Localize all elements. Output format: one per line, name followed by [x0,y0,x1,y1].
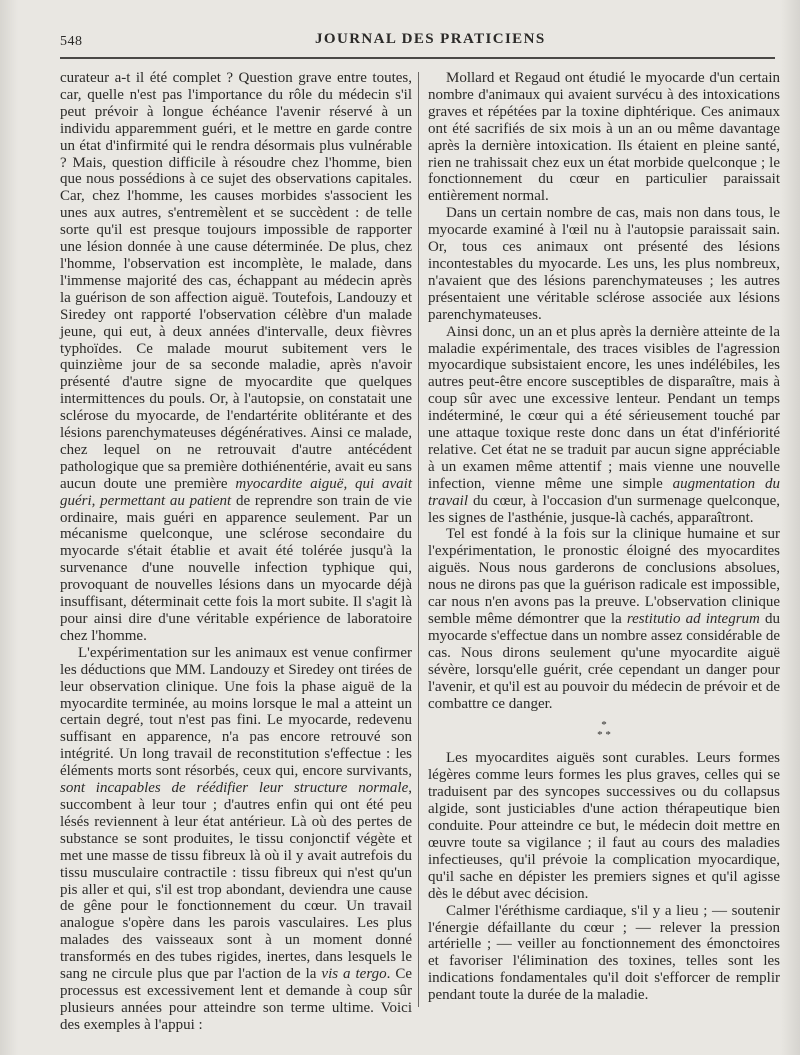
text-run: du cœur, à l'occasion d'un surmenage quelconque, les signes de l'asthénie, jusque-là cachés, apparaîtront. [428,492,780,526]
text-run: du myocarde s'effectue dans un nombre assez considérable de cas. Nous dirons seulement qu'une myocardite aiguë sévère, lorsqu'elle guérit, crée cependant un danger pour l'avenir, et qu'il est au pouvoir du médecin de prévoir et de combattre ce danger. [428,611,780,712]
paragraph: Calmer l'éréthisme cardiaque, s'il y a lieu ; — soutenir l'énergie défaillante du cœur ; — relever la pression artérielle ; — veiller au fonctionnement des émonctoires et favoriser l'élimination des toxines, telles sont les indications fondamentales qu'il doit s'efforcer de remplir pendant toute la durée de la maladie. [428,902,780,1004]
text-run: Tel est fondé à la fois sur la clinique humaine et sur l'expérimentation, le pronostic éloigné des myocardites aiguës. Nous nous garderons de conclusions absolues, nous ne dirons pas que la guérison radicale est impossible, car nous n'en avons pas la preuve. L'observation clinique semble même démontrer que la [428,526,780,627]
paragraph: Dans un certain nombre de cas, mais non dans tous, le myocarde examiné à l'œil nu à l'autopsie paraissait sain. Or, tous ces animaux ont présenté des lésions incontestables du myocarde. Les uns, les plus nombreux, n'avaient que des lésions parenchymateuses ; les autres présentaient une véritable sclérose associée aux lésions parenchymateuses. [428,205,780,323]
left-column [60,70,412,1034]
text-run: curateur a-t il été complet ? Question grave entre toutes, car, quelle n'est pas l'importance du rôle du médecin s'il peut prévoir à longue échéance l'avenir réservé à un individu apparemment guéri, et le mettre en garde contre un état d'infirmité qui le rendra désormais plus vulnérable ? Mais, question difficile à résoudre chez l'homme, bien que nous possédions à ce sujet des observations capitales. Car, chez l'homme, les causes morbides s'associent les unes aux autres, s'entremèlent et se succèdent : de telle sorte qu'il est presque toujours impossible de rapporter une lésion donnée à une cause déterminée. De plus, chez l'homme, l'observation est incomplète, le malade, dans l'immense majorité des cas, échappant au médecin après la guérison de son affection aiguë. Toutefois, Landouzy et Siredey ont rapporté l'observation célèbre d'un malade jeune, qui eut, à deux années d'intervalle, deux fièvres typhoïdes. Ce malade mourut subitement vers le quinzième jour de sa seconde maladie, après n'avoir présenté d'autre signe de myocardite que quelques intermittences du pouls. Or, à l'autopsie, on constatait une sclérose du myocarde, de l'endartérite oblitérante et des lésions parenchymateuses dégénératives. Ainsi ce malade, chez lequel on ne retrouvait d'autre antécédent pathologique que sa première dothiénentérie, avait eu sans aucun doute une première [60,70,412,492]
journal-title: JOURNAL DES PRATICIENS [315,31,546,47]
column-divider [418,72,419,1007]
text-run: Ainsi donc, un an et plus après la dernière atteinte de la maladie expérimentale, des traces visibles de l'agression myocardique subsistaient encore, les unes indélébiles, les autres peut-être encore susceptibles de disparaître, mais à coup sûr avec une excessive lenteur. Pendant un temps indéterminé, le cœur qui a été sérieusement touché par une attaque toxique reste donc dans un état d'infériorité relative. Cet état ne se traduit par aucun signe appréciable à un examen même attentif ; mais vienne une nouvelle infection, vienne même une simple [428,323,780,492]
paragraph [428,526,780,712]
paragraph: Les myocardites aiguës sont curables. Leurs formes légères comme leurs formes les plus graves, celles qui se traduisent par des syncopes successives ou du collapsus algide, sont justiciables d'une action thérapeutique bien conduite. Pour atteindre ce but, le médecin doit mettre en œuvre toute sa vigilance ; il faut au cours des maladies infectieuses, qu'il prévoie la complication myocardique, qu'il sache en dépister les premiers signes et qu'il agisse dès le début avec décision. [428,750,780,902]
page-header [60,30,780,54]
page-number: 548 [60,34,83,49]
header-rule [60,57,775,59]
paragraph: Mollard et Regaud ont étudié le myocarde d'un certain nombre d'animaux qui avaient survécu à des intoxications graves et répétées par la toxine diphtérique. Ces animaux ont été sacrifiés de six mois à un an ou même davantage après la dernière intoxication. Ils étaient en pleine santé, rien ne trahissait chez eux un état morbide quelconque ; le fonctionnement du cœur en particulier paraissait entièrement normal. [428,70,780,205]
italic-text: vis a tergo [321,966,387,983]
italic-text: augmentation du travail [428,475,780,509]
text-run: de reprendre son train de vie ordinaire, mais guéri en apparence seulement. Par un mécanisme quelconque, une sclérose secondaire du myocarde s'était établie et avait été tolérée jusqu'à la survenance d'une nouvelle infection typhique qui, provoquant de nouvelles lésions dans un myocarde déjà insuffisant, déterminait cette fois la mort subite. Il s'agit là pour ainsi dire d'une véritable expérience de laboratoire chez l'homme. [60,492,412,644]
italic-text: sont incapables de réédifier leur structure normale [60,780,409,797]
right-column [428,70,780,1004]
asterism-bottom: * * [597,729,611,742]
paragraph [60,70,412,645]
asterism-top: * [601,719,607,732]
paragraph [60,645,412,1034]
section-asterism [428,720,780,740]
text-run: . Ce processus est excessivement lent et demande à coup sûr plusieurs années pour atteindre son terme ultime. Voici des exemples à l'appui : [60,966,412,1033]
italic-text: myocardite aiguë, qui avait guéri, permettant au patient [60,475,412,509]
text-run: L'expérimentation sur les animaux est venue confirmer les déductions que MM. Landouzy et Siredey ont tirées de leur observation clinique. Une fois la phase aiguë de la myocardite terminée, au moins lorsque le mal a atteint un certain degré, tout n'est pas fini. Le myocarde, redevenu suffisant en apparence, n'a pas encore retrouvé son intégrité. Un long travail de reconstitution s'effectue : les éléments morts sont résorbés, ceux qui, encore survivants, [60,644,412,780]
paragraph [428,324,780,527]
text-run: , succombent à leur tour ; d'autres enfin qui ont été peu lésés reviennent à leur état antérieur. Là où des pertes de substance se sont produites, le tissu conjonctif végète et met une masse de tissu fibreux là où il y avait autrefois du tissu musculaire contractile : tissu fibreux qui n'est qu'un pis aller et qui, s'il est trop abondant, deviendra une cause de gêne pour le fonctionnement du cœur. Un travail analogue s'opère dans les parois vasculaires. Les plus malades des vaisseaux sont à un moment donné transformés en des tubes rigides, inertes, dans lesquels le sang ne circule plus que par l'action de la [60,780,412,983]
italic-text: restitutio ad integrum [626,611,760,627]
